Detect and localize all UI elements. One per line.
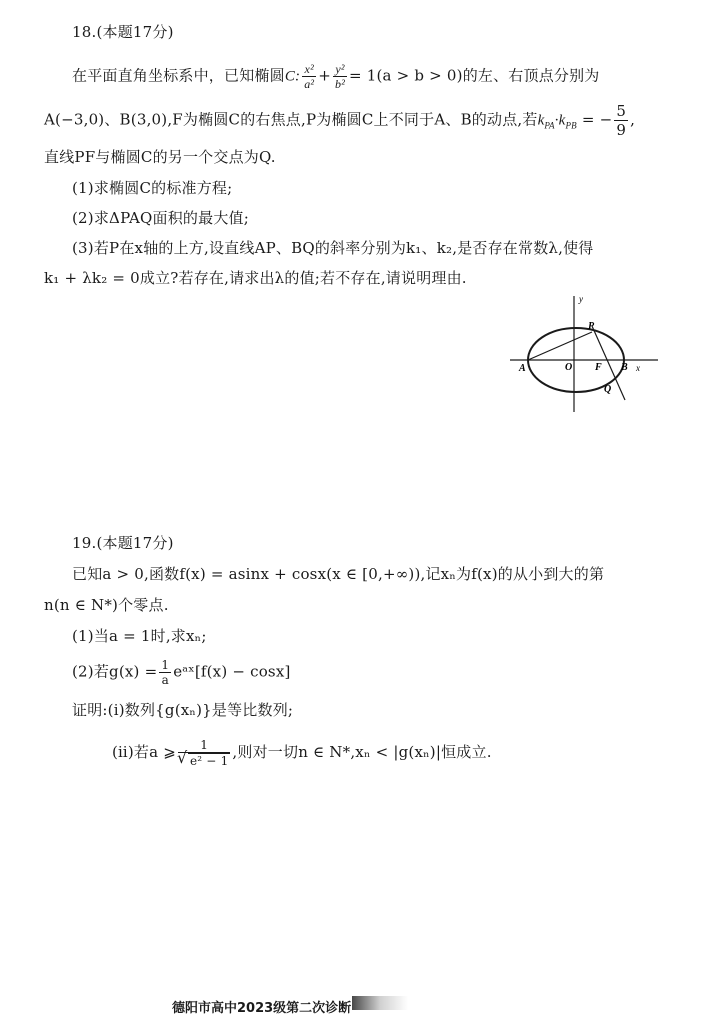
label-a: A <box>519 363 526 374</box>
y-fraction <box>333 62 347 91</box>
label-o: O <box>565 362 573 373</box>
q18-part-3: (3)若P在x轴的上方,设直线AP、BQ的斜率分别为k₁、k₂,是否存在常数λ,使得 <box>72 239 594 257</box>
frac-num: 1 <box>161 658 170 672</box>
q18-line-1 <box>72 62 600 91</box>
label-p: P <box>588 321 595 332</box>
q19-text: (2)若g(x) = <box>72 662 158 681</box>
plus-sign: + <box>318 66 331 85</box>
page-footer: 德阳市高中2023级第二次诊断 <box>172 1001 352 1016</box>
ellipse-label: C: <box>284 68 301 85</box>
frac-den: a <box>161 673 169 687</box>
ellipse-figure <box>508 290 664 416</box>
frac-den: 9 <box>616 121 627 139</box>
q19-proof-i: 证明:(ⅰ)数列{g(xₙ)}是等比数列; <box>72 701 294 719</box>
q19-text: (ⅱ)若a ⩾ <box>112 743 176 761</box>
label-b: B <box>621 362 628 373</box>
q18-part-3-cont: k₁ + λk₂ = 0成立?若存在,请求出λ的值;若不存在,请说明理由. <box>44 269 467 287</box>
q19-text: ,则对一切n ∈ N*,xₙ < |g(xₙ)|恒成立. <box>232 743 492 761</box>
x-fraction <box>302 62 316 91</box>
frac-num: x² <box>302 62 316 77</box>
q19-proof-ii <box>112 738 492 768</box>
frac-num: y² <box>333 62 347 77</box>
q18-header: 18.(本题17分) <box>72 23 174 41</box>
q18-line-3: 直线PF与椭圆C的另一个交点为Q. <box>44 148 276 166</box>
frac-num: 1 <box>178 738 230 753</box>
slope-sub: PB <box>565 120 577 131</box>
label-y: y <box>579 294 583 304</box>
frac-num: 5 <box>616 102 627 120</box>
q18-text: 的左、右顶点分别为 <box>462 66 600 85</box>
q18-part-2: (2)求ΔPAQ面积的最大值; <box>72 209 249 227</box>
scan-smudge <box>352 996 408 1010</box>
slope-k: k <box>537 112 545 129</box>
one-over-a-fraction <box>159 658 171 687</box>
q19-line-1: 已知a > 0,函数f(x) = asinx + cosx(x ∈ [0,+∞)),记xₙ为f(x)的从小到大的第 <box>72 565 605 583</box>
label-f: F <box>595 362 602 373</box>
line-ap <box>528 332 592 360</box>
five-ninths-fraction <box>614 102 628 139</box>
g-definition: eᵃˣ[f(x) − cosx] <box>173 662 291 681</box>
q19-part-2 <box>72 658 291 687</box>
sqrt-fraction <box>178 738 230 768</box>
ellipse-condition: = 1(a > b > 0) <box>349 66 463 85</box>
frac-den: b² <box>335 77 345 91</box>
q19-header: 19.(本题17分) <box>72 534 174 552</box>
comma: , <box>630 110 636 129</box>
q18-part-1: (1)求椭圆C的标准方程; <box>72 179 233 197</box>
sqrt-den: √ e² − 1 <box>188 753 230 768</box>
q18-text: 在平面直角坐标系中，已知椭圆 <box>72 66 285 85</box>
q19-line-2: n(n ∈ N*)个零点. <box>44 596 169 614</box>
frac-den: a² <box>304 77 315 91</box>
slope-k: ·k <box>554 112 566 129</box>
q18-line-2 <box>44 102 635 139</box>
label-x: x <box>636 363 640 373</box>
slope-sub: PA <box>544 120 555 131</box>
q19-part-1: (1)当a = 1时,求xₙ; <box>72 627 207 645</box>
q18-text: A(−3,0)、B(3,0),F为椭圆C的右焦点,P为椭圆C上不同于A、B的动点,若 <box>44 110 538 129</box>
label-q: Q <box>604 384 612 395</box>
equals-minus: = − <box>581 110 613 129</box>
